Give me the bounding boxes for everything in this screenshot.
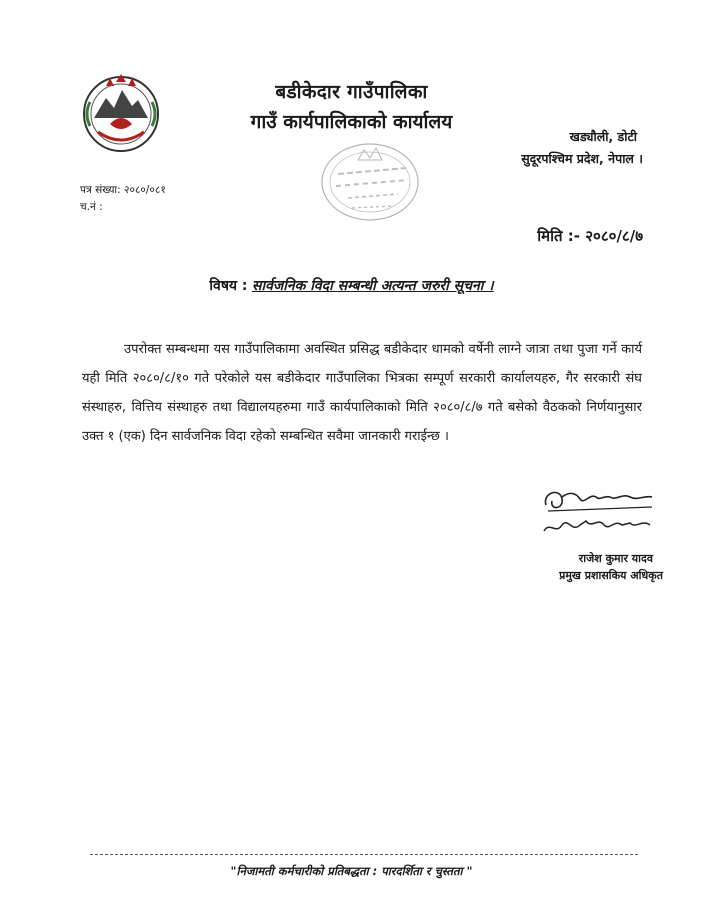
subject-line — [0, 276, 703, 295]
subject-label: विषय : — [209, 278, 248, 294]
signature-icon — [540, 485, 658, 545]
address-line-2: सुदूरपश्चिम प्रदेश, नेपाल । — [521, 151, 643, 166]
subject-text: सार्वजनिक विदा सम्बन्धी अत्यन्त जरुरी सूचना । — [251, 278, 494, 294]
dispatch-number: च.नं : — [80, 201, 103, 213]
signatory-title: प्रमुख प्रशासकिय अधिकृत — [559, 569, 663, 582]
footer-divider — [90, 854, 638, 855]
footer-motto: "निजामती कर्मचारीको प्रतिबद्धता : पारदर्शिता र चुस्तता " — [230, 864, 473, 878]
body-paragraph-block — [82, 335, 642, 451]
body-paragraph: उपरोक्त सम्बन्धमा यस गाउँपालिकामा अवस्थित प्रसिद्ध बडीकेदार धामको वर्षेनी लाग्ने जात्रा तथा पुजा गर्ने कार्य यही मिति २०८०/८/१० गते परेकोले यस बडीकेदार गाउँपालिका भित्रका सम्पूर्ण सरकारी कार्यालयहरु, गैर सरकारी संघ संस्थाहरु, वित्तिय संस्थाहरु तथा विद्यालयहरुमा गाउँ कार्यपालिकाको मिति २०८०/८/७ गते बसेको वैठकको निर्णयानुसार उक्त १ (एक) दिन सार्वजनिक विदा रहेको सम्बन्धित सवैमा जानकारी गराईन्छ । — [82, 342, 642, 444]
address-line-1: खड्यौली, डोटी — [569, 129, 637, 144]
letter-number: पत्र संख्या: २०८०/०८१ — [80, 184, 166, 196]
office-stamp-icon — [318, 140, 423, 225]
reference-block — [80, 182, 166, 216]
office-name: गाउँ कार्यपालिकाको कार्यालय — [250, 111, 453, 133]
date-line: मिति :- २०८०/८/७ — [537, 227, 643, 245]
org-name: बडीकेदार गाउँपालिका — [275, 81, 428, 103]
signatory-name: राजेश कुमार यादव — [578, 552, 653, 565]
